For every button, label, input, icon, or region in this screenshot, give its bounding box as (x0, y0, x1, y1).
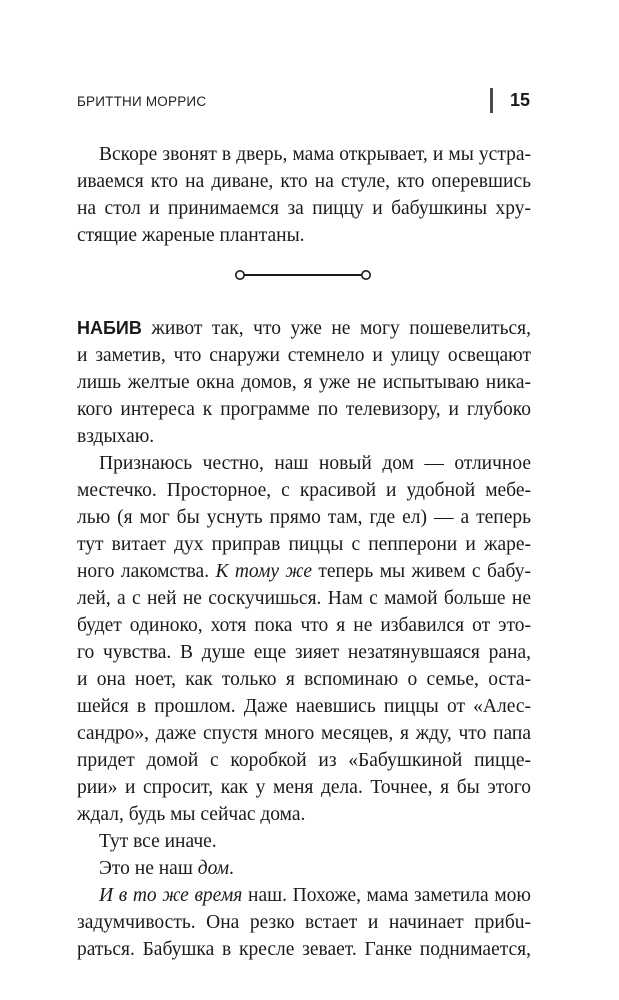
text-line: рии» и спросит, как у меня дела. Точнее, я бы этого (77, 777, 531, 798)
text-line (77, 558, 531, 585)
text-fragment: теперь мы живем с бабу- (311, 561, 531, 582)
text-line: Тут все иначе. (99, 831, 217, 852)
text-line: иваемся кто на диване, кто на стуле, кто оперевшись (77, 171, 531, 192)
text-line: будет одиноко, хотя пока что я не избавился от это- (77, 615, 531, 636)
running-header-author: БРИТТНИ МОРРИС (77, 94, 207, 109)
text-line: лей, а с ней не соскучишься. Нам с мамой больше не (77, 588, 531, 609)
text-line (77, 315, 531, 342)
paragraph-intro (77, 141, 531, 249)
text-line: Признаюсь честно, наш новый дом — отличное (99, 453, 531, 474)
text-line: Вскоре звонят в дверь, мама открывает, и мы устра- (99, 144, 531, 165)
text-line: местечко. Просторное, с красивой и удобной мебе- (77, 480, 531, 501)
italic-fragment: дом (197, 858, 230, 879)
text-line: шейся в прошлом. Даже наевшись пиццы от «Алес- (77, 696, 531, 717)
text-line: раться. Бабушка в кресле зевает. Ганке поднимается, (77, 939, 531, 960)
text-line: тут витает дух приправ пиццы с пепперони и жаре- (77, 534, 531, 555)
lead-word: НАБИВ (77, 318, 142, 338)
text-line: кого интереса к программе по телевизору, и глубоко (77, 399, 531, 420)
text-line: задумчивость. Она резко встает и начинает прибu- (77, 912, 531, 933)
text-line: и заметив, что снаружи стемнело и улицу освещают (77, 345, 531, 366)
section-divider-icon (233, 268, 373, 282)
text-fragment: Это не наш (99, 858, 198, 879)
text-line: го чувства. В душе еще зияет незатянувшаяся рана, (77, 642, 531, 663)
text-line (77, 882, 531, 909)
text-line: придет домой с коробкой из «Бабушкиной пиццe- (77, 750, 531, 771)
text-fragment: ного лакомства. (77, 561, 216, 582)
text-line: стящие жареные плантаны. (77, 225, 305, 246)
text-line: и она ноет, как только я вспоминаю о семье, оста- (77, 669, 531, 690)
header-divider (490, 88, 493, 113)
italic-fragment: К тому же (215, 561, 312, 582)
text-line: ждал, будь мы сейчас дома. (77, 804, 306, 825)
text-line: на стол и принимаемся за пиццу и бабушкины хру- (77, 198, 531, 219)
italic-fragment: И в то же время (99, 885, 243, 906)
text-fragment: наш. Похоже, мама заметила мою (242, 885, 531, 906)
text-line: лью (я мог бы уснуть прямо там, где ел) — а теперь (77, 507, 531, 528)
text-line: сандро», даже спустя много месяцев, я жду, что папа (77, 723, 531, 744)
text-line: вздыхаю. (77, 426, 155, 447)
text-line: лишь желтые окна домов, я уже не испытываю ника- (77, 372, 531, 393)
page-number: 15 (510, 90, 531, 110)
text-line (77, 855, 531, 882)
main-text (77, 315, 531, 963)
text-fragment: . (229, 858, 234, 879)
text-fragment: живот так, что уже не могу пошевелиться, (141, 318, 531, 339)
